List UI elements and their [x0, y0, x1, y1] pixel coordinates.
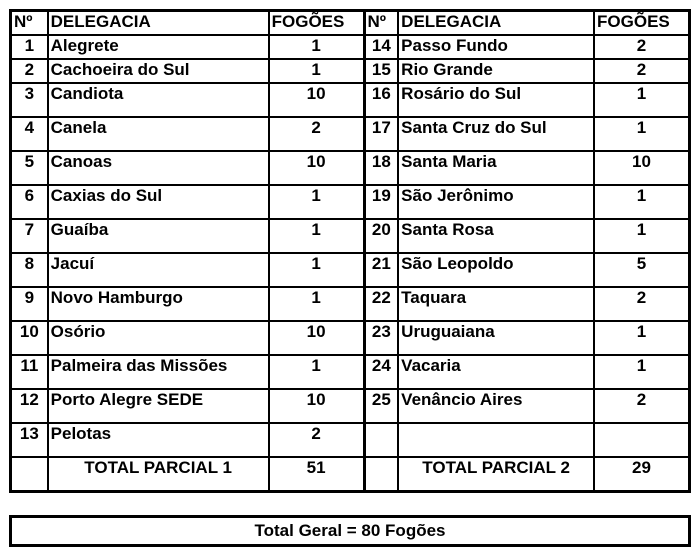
table-row — [11, 35, 690, 59]
delegacia-name: Guaíba — [48, 219, 269, 253]
row-number: 21 — [364, 253, 398, 287]
row-number: 19 — [364, 185, 398, 219]
row-number: 16 — [364, 83, 398, 117]
delegacia-name: Canela — [48, 117, 269, 151]
fogoes-count: 2 — [269, 117, 364, 151]
row-number: 14 — [364, 35, 398, 59]
empty-cell — [364, 457, 398, 492]
delegacia-name: Santa Cruz do Sul — [398, 117, 594, 151]
row-number: 12 — [11, 389, 48, 423]
delegacia-name: Candiota — [48, 83, 269, 117]
fogoes-count — [594, 423, 689, 457]
row-number: 5 — [11, 151, 48, 185]
delegacia-name — [398, 423, 594, 457]
row-number: 20 — [364, 219, 398, 253]
header-num-right: Nº — [364, 11, 398, 36]
fogoes-count: 10 — [269, 151, 364, 185]
header-num-left: Nº — [11, 11, 48, 36]
fogoes-count: 5 — [594, 253, 689, 287]
delegacia-name: Santa Maria — [398, 151, 594, 185]
header-row — [11, 11, 690, 36]
row-number — [364, 423, 398, 457]
fogoes-count: 2 — [594, 287, 689, 321]
row-number: 22 — [364, 287, 398, 321]
row-number: 15 — [364, 59, 398, 83]
header-delegacia-left: DELEGACIA — [48, 11, 269, 36]
row-number: 25 — [364, 389, 398, 423]
fogoes-count: 1 — [269, 253, 364, 287]
table-row — [11, 117, 690, 151]
row-number: 11 — [11, 355, 48, 389]
row-number: 18 — [364, 151, 398, 185]
delegacia-name: Palmeira das Missões — [48, 355, 269, 389]
table-row — [11, 59, 690, 83]
delegacia-name: Canoas — [48, 151, 269, 185]
empty-cell — [11, 457, 48, 492]
delegacia-name: Vacaria — [398, 355, 594, 389]
row-number: 7 — [11, 219, 48, 253]
fogoes-count: 1 — [594, 219, 689, 253]
delegacia-name: Porto Alegre SEDE — [48, 389, 269, 423]
delegacia-name: Caxias do Sul — [48, 185, 269, 219]
row-number: 1 — [11, 35, 48, 59]
fogoes-count: 1 — [594, 321, 689, 355]
delegacia-name: São Leopoldo — [398, 253, 594, 287]
fogoes-count: 10 — [594, 151, 689, 185]
row-number: 17 — [364, 117, 398, 151]
total-parcial-2-label: TOTAL PARCIAL 2 — [398, 457, 594, 492]
fogoes-count: 1 — [269, 355, 364, 389]
total-parcial-2-value: 29 — [594, 457, 689, 492]
fogoes-count: 1 — [269, 219, 364, 253]
delegacia-name: Jacuí — [48, 253, 269, 287]
row-number: 3 — [11, 83, 48, 117]
row-number: 24 — [364, 355, 398, 389]
header-fogoes-left: FOGÕES — [269, 11, 364, 36]
table-body — [11, 11, 690, 492]
delegacia-name: Rosário do Sul — [398, 83, 594, 117]
fogoes-count: 2 — [594, 35, 689, 59]
fogoes-count: 2 — [594, 389, 689, 423]
row-number: 6 — [11, 185, 48, 219]
delegacia-name: São Jerônimo — [398, 185, 594, 219]
table-row — [11, 185, 690, 219]
delegacia-name: Passo Fundo — [398, 35, 594, 59]
fogoes-count: 1 — [269, 59, 364, 83]
fogoes-count: 10 — [269, 321, 364, 355]
fogoes-count: 1 — [594, 185, 689, 219]
fogoes-count: 2 — [269, 423, 364, 457]
fogoes-count: 10 — [269, 389, 364, 423]
grand-total: Total Geral = 80 Fogões — [9, 515, 691, 547]
delegacia-name: Uruguaiana — [398, 321, 594, 355]
total-parcial-1-label: TOTAL PARCIAL 1 — [48, 457, 269, 492]
table-row — [11, 287, 690, 321]
fogoes-count: 1 — [269, 185, 364, 219]
table-row — [11, 423, 690, 457]
fogoes-count: 1 — [594, 355, 689, 389]
fogoes-count: 1 — [594, 117, 689, 151]
delegacia-name: Alegrete — [48, 35, 269, 59]
delegacia-name: Taquara — [398, 287, 594, 321]
total-parcial-1-value: 51 — [269, 457, 364, 492]
fogoes-count: 2 — [594, 59, 689, 83]
row-number: 8 — [11, 253, 48, 287]
fogoes-count: 1 — [269, 35, 364, 59]
delegacia-name: Venâncio Aires — [398, 389, 594, 423]
delegacia-name: Santa Rosa — [398, 219, 594, 253]
table-row — [11, 389, 690, 423]
table-row — [11, 219, 690, 253]
totals-row — [11, 457, 690, 492]
delegacia-name: Pelotas — [48, 423, 269, 457]
fogoes-count: 1 — [594, 83, 689, 117]
fogoes-count: 1 — [269, 287, 364, 321]
row-number: 13 — [11, 423, 48, 457]
delegacias-table — [9, 9, 691, 493]
delegacia-name: Rio Grande — [398, 59, 594, 83]
delegacia-name: Osório — [48, 321, 269, 355]
header-fogoes-right: FOGÕES — [594, 11, 689, 36]
header-delegacia-right: DELEGACIA — [398, 11, 594, 36]
delegacia-name: Novo Hamburgo — [48, 287, 269, 321]
fogoes-count: 10 — [269, 83, 364, 117]
table-row — [11, 253, 690, 287]
row-number: 10 — [11, 321, 48, 355]
row-number: 2 — [11, 59, 48, 83]
delegacia-name: Cachoeira do Sul — [48, 59, 269, 83]
table-row — [11, 355, 690, 389]
table-row — [11, 321, 690, 355]
row-number: 4 — [11, 117, 48, 151]
row-number: 23 — [364, 321, 398, 355]
table-row — [11, 83, 690, 117]
row-number: 9 — [11, 287, 48, 321]
table-row — [11, 151, 690, 185]
